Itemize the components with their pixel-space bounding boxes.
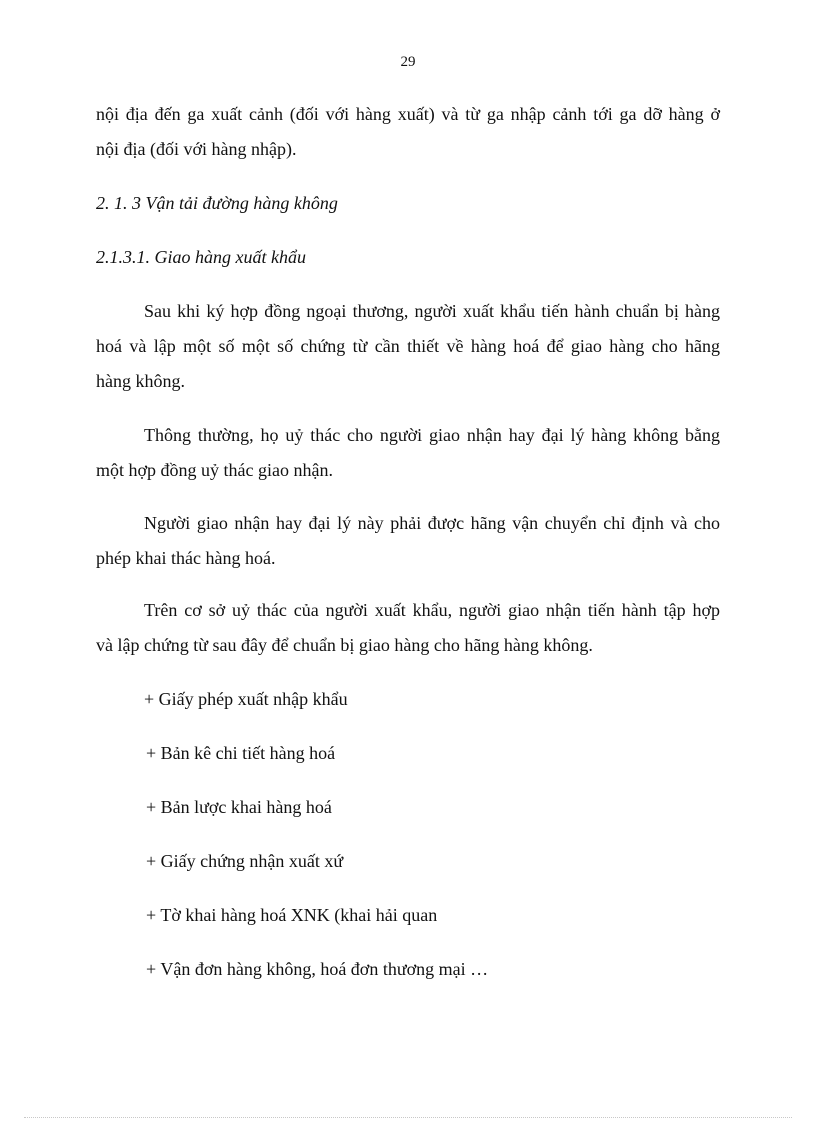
page-number: 29 — [400, 54, 416, 70]
paragraph-line: Trên cơ sở uỷ thác của người xuất khẩu, người giao nhận tiến hành tập hợp — [144, 600, 720, 620]
paragraph-line: hoá và lập một số một số chứng từ cần thiết về hàng hoá để giao hàng cho hãng — [96, 336, 720, 356]
paragraph-line: nội địa (đối với hàng nhập). — [96, 139, 297, 159]
list-item: + Bản kê chi tiết hàng hoá — [146, 743, 336, 763]
section-heading: 2. 1. 3 Vận tải đường hàng không — [96, 193, 338, 213]
paragraph-line: một hợp đồng uỷ thác giao nhận. — [96, 460, 333, 480]
paragraph-line: nội địa đến ga xuất cảnh (đối với hàng xuất) và từ ga nhập cảnh tới ga dỡ hàng ở — [96, 104, 720, 124]
paragraph-line: Thông thường, họ uỷ thác cho người giao nhận hay đại lý hàng không bằng — [144, 425, 720, 445]
list-item: + Giấy phép xuất nhập khẩu — [144, 689, 348, 709]
paragraph-line: phép khai thác hàng hoá. — [96, 548, 276, 568]
list-item: + Tờ khai hàng hoá XNK (khai hải quan — [146, 905, 438, 925]
paragraph-line: Người giao nhận hay đại lý này phải được hãng vận chuyển chỉ định và cho — [144, 513, 720, 533]
subsection-heading: 2.1.3.1. Giao hàng xuất khẩu — [96, 247, 306, 267]
page-bottom-divider — [24, 1117, 792, 1118]
list-item: + Vận đơn hàng không, hoá đơn thương mại … — [146, 959, 489, 979]
list-item: + Bản lược khai hàng hoá — [146, 797, 332, 817]
paragraph-line: Sau khi ký hợp đồng ngoại thương, người xuất khẩu tiến hành chuẩn bị hàng — [144, 301, 720, 321]
paragraph-line: và lập chứng từ sau đây để chuẩn bị giao hàng cho hãng hàng không. — [96, 635, 593, 655]
list-item: + Giấy chứng nhận xuất xứ — [146, 851, 344, 871]
paragraph-line: hàng không. — [96, 371, 185, 391]
